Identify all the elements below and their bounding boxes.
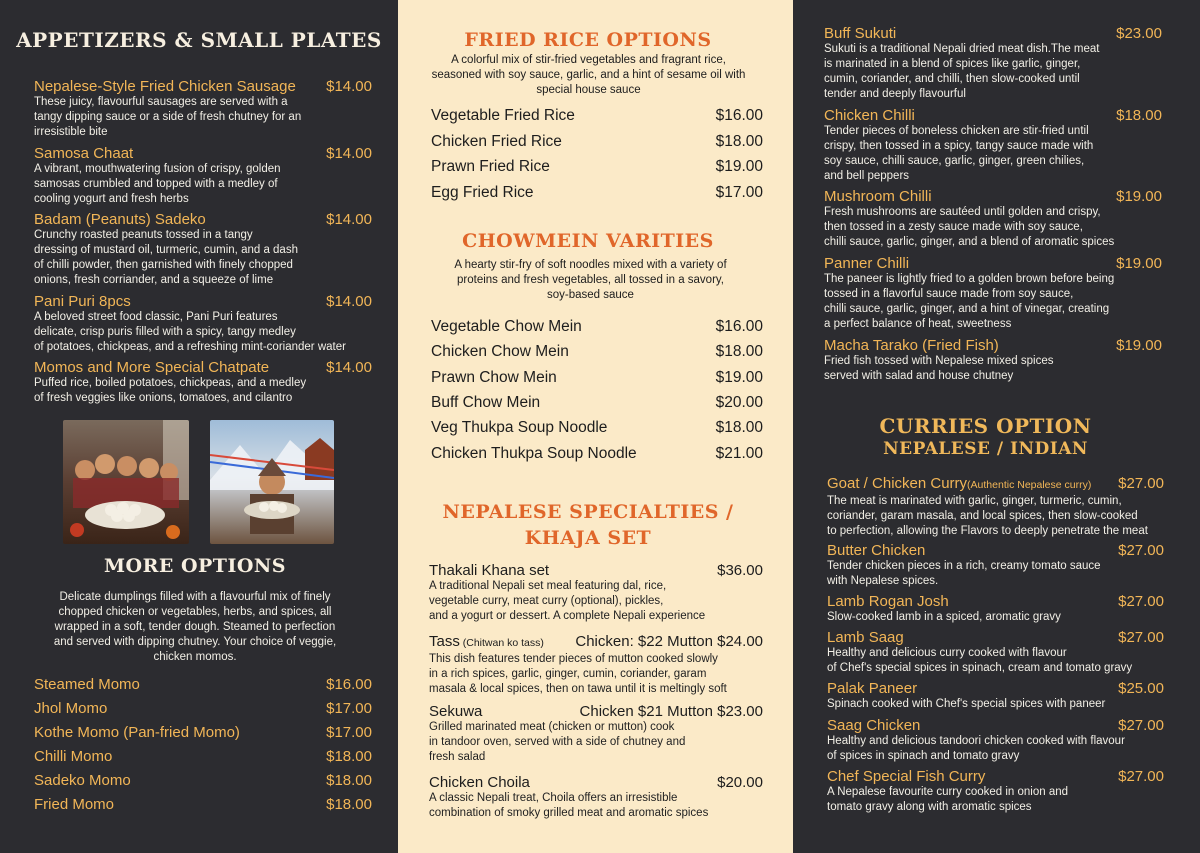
item-price: $19.00 bbox=[1116, 337, 1162, 354]
curries-title-line1: CURRIES OPTION bbox=[879, 414, 1092, 438]
intro-line: A colorful mix of stir-fried vegetables and fragrant rice, bbox=[451, 54, 726, 66]
item-description: Spinach cooked with Chef's special spices with paneer bbox=[827, 698, 1106, 710]
item-description: of Chef's special spices in spinach, cream and tomato gravy bbox=[827, 662, 1133, 674]
menu-item bbox=[429, 774, 763, 821]
item-price: $21.00 bbox=[715, 444, 763, 462]
item-name: Vegetable Fried Rice bbox=[431, 107, 575, 124]
menu-item bbox=[34, 211, 372, 288]
item-description: dressing of mustard oil, turmeric, cumin, and a dash bbox=[34, 244, 298, 256]
item-description: vegetable curry, meat curry (optional), pickles, bbox=[429, 595, 664, 607]
appetizers-title: APPETIZERS & SMALL PLATES bbox=[16, 28, 382, 52]
item-price: $27.00 bbox=[1118, 768, 1164, 785]
intro-line: soy-based sauce bbox=[547, 289, 634, 301]
item-price: $14.00 bbox=[326, 293, 372, 310]
menu-item bbox=[34, 772, 372, 789]
menu-item bbox=[431, 445, 763, 462]
intro-line: Delicate dumplings filled with a flavourful mix of finely bbox=[59, 591, 331, 603]
item-price: $20.00 bbox=[715, 393, 763, 411]
intro-line: wrapped in a soft, tender dough. Steamed to perfection bbox=[54, 621, 336, 633]
item-name: Chicken Chow Mein bbox=[431, 343, 569, 361]
item-name: Samosa Chaat bbox=[34, 145, 134, 162]
menu-item bbox=[824, 107, 1162, 184]
momo-vendor-photo bbox=[210, 420, 334, 544]
menu-item bbox=[824, 188, 1162, 250]
intro-line: A hearty stir-fry of soft noodles mixed with a variety of bbox=[454, 259, 727, 271]
item-description: crispy, then tossed in a spicy, tangy sauce made with bbox=[824, 140, 1094, 152]
item-description: cumin, coriander, and chilli, then slow-cooked until bbox=[824, 73, 1080, 85]
left-panel bbox=[0, 0, 398, 853]
menu-item bbox=[431, 419, 763, 436]
item-price: $18.00 bbox=[326, 748, 372, 765]
menu-item bbox=[429, 703, 763, 765]
item-price: Chicken: $22 Mutton $24.00 bbox=[575, 633, 763, 650]
menu-item bbox=[34, 724, 372, 741]
item-name: Chef Special Fish Curry bbox=[827, 768, 986, 785]
curries-title-line2: NEPALESE / INDIAN bbox=[883, 439, 1088, 459]
intro-line: seasoned with soy sauce, garlic, and a hint of sesame oil with bbox=[431, 69, 746, 81]
item-description: A classic Nepali treat, Choila offers an irresistible bbox=[429, 792, 678, 804]
menu-item bbox=[34, 293, 372, 355]
item-name: Saag Chicken bbox=[827, 717, 921, 734]
specialties-title-line2: KHAJA SET bbox=[524, 527, 652, 549]
item-description: of fresh veggies like onions, tomatoes, and cilantro bbox=[34, 392, 293, 404]
item-price: $27.00 bbox=[1118, 629, 1164, 646]
item-price: $36.00 bbox=[717, 562, 763, 579]
item-price: $18.00 bbox=[715, 132, 763, 150]
item-name: Chicken Chilli bbox=[824, 107, 915, 124]
item-name: Chicken Fried Rice bbox=[431, 132, 562, 150]
momo-kids-photo bbox=[63, 420, 189, 544]
item-description: with Nepalese spices. bbox=[827, 575, 939, 587]
item-name: Pani Puri 8pcs bbox=[34, 293, 131, 310]
item-price: $16.00 bbox=[715, 107, 763, 124]
right-panel bbox=[793, 0, 1200, 853]
item-price: $18.00 bbox=[326, 796, 372, 813]
item-description: and bell peppers bbox=[824, 170, 910, 182]
item-price: $19.00 bbox=[715, 368, 763, 386]
item-description: Healthy and delicious tandoori chicken cooked with flavour bbox=[827, 735, 1125, 747]
item-name: Sadeko Momo bbox=[34, 772, 131, 789]
item-name: Kothe Momo (Pan-fried Momo) bbox=[34, 724, 240, 741]
item-description: onions, fresh corriander, and a squeeze of lime bbox=[34, 274, 274, 286]
fried-rice-intro bbox=[406, 53, 771, 98]
menu-item bbox=[431, 133, 763, 150]
item-description: then tossed in a zesty sauce made with soy sauce, bbox=[824, 221, 1083, 233]
item-name: Buff Chow Mein bbox=[431, 393, 541, 411]
item-description: fresh salad bbox=[429, 751, 486, 763]
item-description: in tandoor oven, served with a side of chutney and bbox=[429, 736, 686, 748]
item-price: $17.00 bbox=[326, 700, 372, 717]
item-description: A Nepalese favourite curry cooked in onion and bbox=[827, 786, 1069, 798]
item-description: tangy dipping sauce or a side of fresh chutney for an bbox=[34, 111, 302, 123]
item-price: $18.00 bbox=[715, 343, 763, 361]
item-name: Thakali Khana set bbox=[429, 562, 550, 579]
menu-item bbox=[824, 255, 1162, 332]
item-name: Macha Tarako (Fried Fish) bbox=[824, 337, 999, 354]
item-description: Tender chicken pieces in a rich, creamy tomato sauce bbox=[827, 560, 1101, 572]
item-name: Momos and More Special Chatpate bbox=[34, 359, 270, 376]
item-price: $17.00 bbox=[326, 724, 372, 741]
item-name: Tass (Chitwan ko tass) bbox=[429, 633, 544, 650]
item-price: $18.00 bbox=[1116, 107, 1162, 124]
item-description: to perfection, allowing the Flavors to deeply penetrate the meat bbox=[827, 525, 1148, 537]
item-name: Steamed Momo bbox=[34, 676, 140, 693]
item-subtitle: (Chitwan ko tass) bbox=[459, 637, 544, 649]
menu-item bbox=[431, 158, 763, 175]
item-description: Slow-cooked lamb in a spiced, aromatic gravy bbox=[827, 611, 1061, 623]
item-name: Prawn Chow Mein bbox=[431, 368, 557, 386]
more-options-intro bbox=[30, 590, 360, 665]
item-description: Crunchy roasted peanuts tossed in a tangy bbox=[34, 229, 253, 241]
item-name: Vegetable Chow Mein bbox=[431, 318, 582, 335]
menu-item bbox=[827, 680, 1164, 712]
intro-line: chicken momos. bbox=[153, 651, 237, 663]
item-name: Chicken Thukpa Soup Noodle bbox=[431, 444, 637, 462]
item-price: $23.00 bbox=[1116, 25, 1162, 42]
item-description: samosas crumbled and topped with a medley of bbox=[34, 178, 278, 190]
menu-item bbox=[431, 184, 763, 201]
item-description: This dish features tender pieces of mutton cooked slowly bbox=[429, 653, 718, 665]
item-description: of spices in spinach and tomato gravy bbox=[827, 750, 1020, 762]
item-description: Fried fish tossed with Nepalese mixed spices bbox=[824, 355, 1054, 367]
menu-item bbox=[827, 593, 1164, 625]
specialties-title-line1: NEPALESE SPECIALTIES / bbox=[442, 501, 734, 523]
item-price: $16.00 bbox=[715, 318, 763, 335]
item-price: $19.00 bbox=[1116, 255, 1162, 272]
chowmein-intro bbox=[408, 258, 773, 303]
item-price: $20.00 bbox=[717, 774, 763, 791]
item-name: Jhol Momo bbox=[34, 700, 108, 717]
menu-item bbox=[827, 768, 1164, 815]
menu-item bbox=[34, 145, 372, 207]
item-description: combination of smoky grilled meat and aromatic spices bbox=[429, 807, 709, 819]
item-price: $18.00 bbox=[715, 419, 763, 437]
item-name: Lamb Saag bbox=[827, 629, 904, 646]
item-description: irresistible bite bbox=[34, 126, 108, 138]
item-description: A traditional Nepali set meal featuring dal, rice, bbox=[429, 580, 667, 592]
menu-item bbox=[34, 700, 372, 717]
item-name: Buff Sukuti bbox=[824, 25, 897, 42]
item-description: Healthy and delicious curry cooked with flavour bbox=[827, 647, 1067, 659]
item-description: chilli sauce, garlic, ginger, and a blend of aromatic spices bbox=[824, 236, 1115, 248]
item-description: served with salad and house chutney bbox=[824, 370, 1014, 382]
item-price: $27.00 bbox=[1118, 717, 1164, 734]
item-name: Badam (Peanuts) Sadeko bbox=[34, 211, 206, 228]
item-name: Panner Chilli bbox=[824, 255, 910, 272]
middle-panel bbox=[398, 0, 793, 853]
item-description: masala & local spices, then on tawa until it is meltingly soft bbox=[429, 683, 727, 695]
menu-item bbox=[431, 369, 763, 386]
item-name: Egg Fried Rice bbox=[431, 183, 534, 201]
item-price: $27.00 bbox=[1118, 593, 1164, 610]
item-subtitle: (Authentic Nepalese curry) bbox=[967, 479, 1092, 491]
item-description: of potatoes, chickpeas, and a refreshing mint-coriander water bbox=[34, 341, 346, 353]
item-description: coriander, garam masala, and local spices, then slow-cooked bbox=[827, 510, 1138, 522]
menu-item bbox=[827, 542, 1164, 589]
item-name: Prawn Fried Rice bbox=[431, 158, 550, 175]
item-price: $16.00 bbox=[326, 676, 372, 693]
item-name: Palak Paneer bbox=[827, 680, 918, 697]
item-description: Puffed rice, boiled potatoes, chickpeas, and a medley bbox=[34, 377, 307, 389]
menu-item bbox=[34, 796, 372, 813]
item-description: Sukuti is a traditional Nepali dried meat dish.The meat bbox=[824, 43, 1100, 55]
item-name: Mushroom Chilli bbox=[824, 188, 932, 205]
item-price: $14.00 bbox=[326, 359, 372, 376]
menu-item bbox=[431, 394, 763, 411]
chowmein-title: CHOWMEIN VARITIES bbox=[462, 230, 714, 252]
item-name: Goat / Chicken Curry(Authentic Nepalese curry) bbox=[827, 475, 1092, 492]
item-price: $27.00 bbox=[1118, 542, 1164, 559]
item-description: and a yogurt or dessert. A complete Nepali experience bbox=[429, 610, 706, 622]
item-name: Nepalese-Style Fried Chicken Sausage bbox=[34, 78, 296, 95]
item-price: $19.00 bbox=[715, 158, 763, 175]
item-description: tossed in a flavorful sauce made from soy sauce, bbox=[824, 288, 1074, 300]
item-description: The paneer is lightly fried to a golden brown before being bbox=[824, 273, 1115, 285]
menu-item bbox=[827, 629, 1164, 676]
item-description: A vibrant, mouthwatering fusion of crispy, golden bbox=[34, 163, 281, 175]
item-name: Veg Thukpa Soup Noodle bbox=[431, 419, 608, 437]
menu-item bbox=[34, 78, 372, 140]
item-description: These juicy, flavourful sausages are served with a bbox=[34, 96, 288, 108]
menu-item bbox=[431, 343, 763, 360]
item-name: Butter Chicken bbox=[827, 542, 926, 559]
menu-item bbox=[827, 475, 1164, 539]
item-price: $27.00 bbox=[1118, 475, 1164, 492]
intro-line: and served with dipping chutney. Your choice of veggie, bbox=[53, 636, 337, 648]
item-description: is marinated in a blend of spices like garlic, ginger, bbox=[824, 58, 1081, 70]
menu-item bbox=[429, 633, 763, 697]
intro-line: proteins and fresh vegetables, all tossed in a savory, bbox=[457, 274, 724, 286]
menu-item bbox=[34, 748, 372, 765]
item-name: Chicken Choila bbox=[429, 774, 530, 791]
item-description: delicate, crisp puris filled with a spicy, tangy medley bbox=[34, 326, 296, 338]
menu-item bbox=[827, 717, 1164, 764]
item-price: $19.00 bbox=[1116, 188, 1162, 205]
item-description: chilli sauce, garlic, ginger, and a hint of vinegar, creating bbox=[824, 303, 1110, 315]
intro-line: special house sauce bbox=[536, 84, 641, 96]
menu-item bbox=[431, 318, 763, 335]
more-options-title: MORE OPTIONS bbox=[104, 555, 286, 577]
item-price: $14.00 bbox=[326, 78, 372, 95]
menu-item bbox=[431, 107, 763, 124]
item-price: Chicken $21 Mutton $23.00 bbox=[579, 703, 763, 720]
menu-item bbox=[34, 359, 372, 406]
item-description: in a rich spices, garlic, ginger, cumin, coriander, garam bbox=[429, 668, 707, 680]
menu-item bbox=[824, 25, 1162, 102]
item-description: tender and deeply flavourful bbox=[824, 88, 966, 100]
item-description: The meat is marinated with garlic, ginger, turmeric, cumin, bbox=[827, 495, 1122, 507]
item-price: $14.00 bbox=[326, 211, 372, 228]
item-description: Tender pieces of boneless chicken are stir-fried until bbox=[824, 125, 1089, 137]
item-name: Lamb Rogan Josh bbox=[827, 593, 949, 610]
item-price: $17.00 bbox=[715, 183, 763, 201]
menu-item bbox=[824, 337, 1162, 384]
item-description: tomato gravy along with aromatic spices bbox=[827, 801, 1032, 813]
item-name: Chilli Momo bbox=[34, 748, 113, 765]
item-price: $25.00 bbox=[1118, 680, 1164, 697]
item-description: of chilli powder, then garnished with finely chopped bbox=[34, 259, 293, 271]
item-description: soy sauce, chilli sauce, garlic, ginger, green chilies, bbox=[824, 155, 1085, 167]
item-price: $14.00 bbox=[326, 145, 372, 162]
intro-line: chopped chicken or vegetables, herbs, and spices, all bbox=[58, 606, 332, 618]
fried-rice-title: FRIED RICE OPTIONS bbox=[464, 29, 712, 51]
item-name: Sekuwa bbox=[429, 703, 483, 720]
menu-item bbox=[429, 562, 763, 624]
menu-item bbox=[34, 676, 372, 693]
item-description: a perfect balance of heat, sweetness bbox=[824, 318, 1012, 330]
item-description: Fresh mushrooms are sautéed until golden and crispy, bbox=[824, 206, 1101, 218]
item-description: cooling yogurt and fresh herbs bbox=[34, 193, 189, 205]
item-description: Grilled marinated meat (chicken or mutton) cook bbox=[429, 721, 675, 733]
item-name: Fried Momo bbox=[34, 796, 115, 813]
item-price: $18.00 bbox=[326, 772, 372, 789]
item-description: A beloved street food classic, Pani Puri features bbox=[34, 311, 278, 323]
